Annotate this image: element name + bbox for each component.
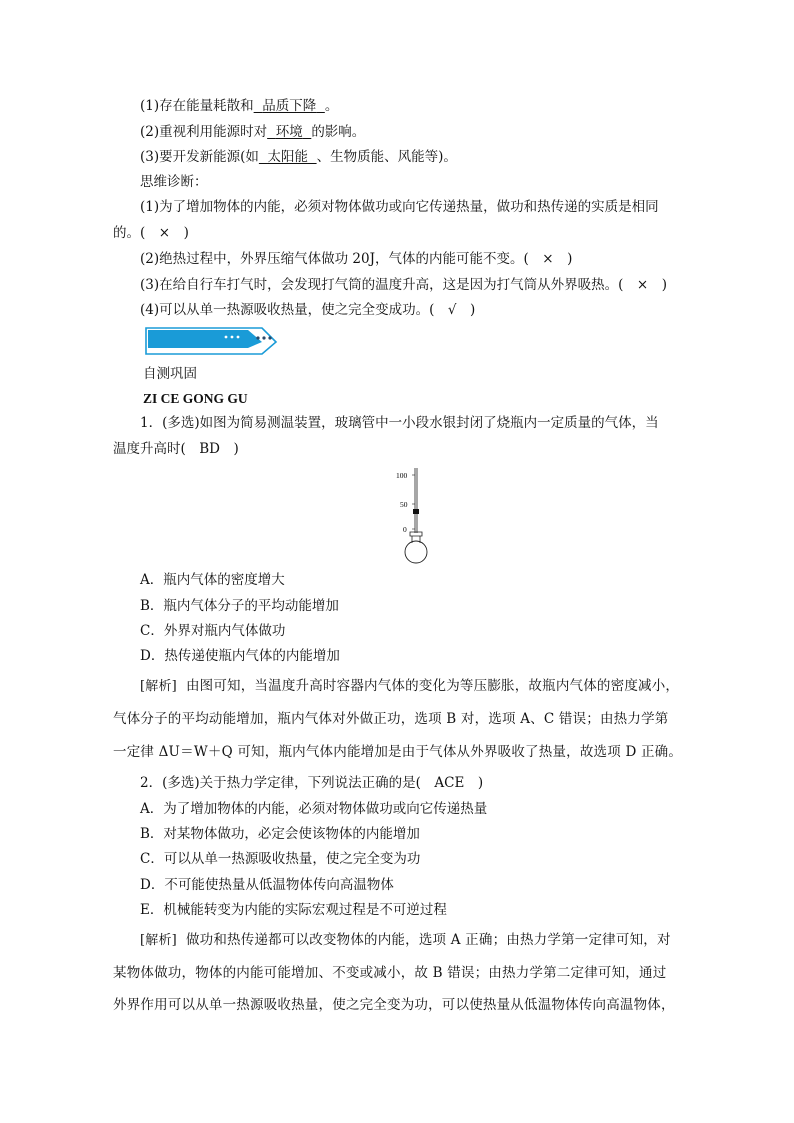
summary-item-1-blank: 品质下降 xyxy=(262,98,317,114)
banner-dot-5 xyxy=(262,336,265,339)
problem1-option-b: B．瓶内气体分子的平均动能增加 xyxy=(140,598,339,614)
diagnosis-q1-line1: (1)为了增加物体的内能，必须对物体做功或向它传递热量，做功和热传递的实质是相同 xyxy=(140,199,659,215)
banner-dot-4 xyxy=(256,336,259,339)
mercury-drop xyxy=(413,509,419,514)
banner-stripe xyxy=(148,348,262,352)
banner-fill xyxy=(148,330,262,348)
diagnosis-q3: (3)在给自行车打气时，会发现打气筒的温度升高，这是因为打气筒从外界吸热。( × ) xyxy=(140,277,667,293)
summary-item-3-blank: 太阳能 xyxy=(267,149,308,165)
problem1-option-a: A．瓶内气体的密度增大 xyxy=(140,572,285,588)
tick-label-100: 100 xyxy=(396,471,408,480)
summary-item-2-prefix: (2)重视利用能源时对 xyxy=(140,124,268,140)
banner-dot-6 xyxy=(268,336,271,339)
problem1-analysis-tag: [解析] xyxy=(140,679,177,694)
problem1-stem-line1: 1．(多选)如图为简易测温装置，玻璃管中一小段水银封闭了烧瓶内一定质量的气体，当 xyxy=(140,415,659,431)
section-pinyin: ZI CE GONG GU xyxy=(143,391,248,406)
diagnosis-q4: (4)可以从单一热源吸收热量，使之完全变成功。( √ ) xyxy=(140,302,476,318)
summary-item-2-blank: 环境 xyxy=(275,124,303,140)
banner-dot-3 xyxy=(237,336,240,339)
banner-dot-1 xyxy=(225,336,228,339)
diagnosis-q2: (2)绝热过程中，外界压缩气体做功 20J，气体的内能可能不变。( × ) xyxy=(140,251,573,267)
summary-item-2-suffix: 的影响。 xyxy=(311,124,366,140)
flask-stopper xyxy=(410,532,422,536)
problem2-analysis-line3: 外界作用可以从单一热源吸收热量，使之完全变为功，可以使热量从低温物体传向高温物体， xyxy=(113,997,675,1013)
diagnosis-heading: 思维诊断： xyxy=(140,174,208,190)
problem1-option-c: C．外界对瓶内气体做功 xyxy=(140,623,286,639)
tick-label-50: 50 xyxy=(400,500,408,509)
problem2-analysis-line1 xyxy=(140,931,671,950)
problem2-analysis-tag: [解析] xyxy=(140,933,177,948)
banner-dot-2 xyxy=(231,336,234,339)
flask-bulb xyxy=(405,541,427,563)
summary-item-1 xyxy=(140,97,338,115)
problem1-stem-line2: 温度升高时( BD ) xyxy=(113,441,239,457)
summary-item-1-prefix: (1)存在能量耗散和 xyxy=(140,98,254,114)
problem2-option-b: B．对某物体做功，必定会使该物体的内能增加 xyxy=(140,826,420,842)
summary-item-3-prefix: (3)要开发新能源(如 xyxy=(140,149,259,165)
problem2-option-a: A．为了增加物体的内能，必须对物体做功或向它传递热量 xyxy=(140,801,488,817)
tick-label-0: 0 xyxy=(403,525,407,534)
summary-item-1-suffix: 。 xyxy=(324,98,339,114)
summary-item-2 xyxy=(140,123,365,141)
problem2-option-d: D．不可能使热量从低温物体传向高温物体 xyxy=(140,877,394,893)
problem1-analysis-line2: 气体分子的平均动能增加，瓶内气体对外做正功，选项 B 对，选项 A、C 错误；由热力学第 xyxy=(113,711,669,727)
section-banner-graphic xyxy=(144,326,284,356)
section-title: 自测巩固 xyxy=(143,366,197,382)
problem1-analysis-line1 xyxy=(140,677,679,696)
problem1-analysis-text1: 由图可知，当温度升高时容器内气体的变化为等压膨胀，故瓶内气体的密度减小， xyxy=(185,678,680,694)
summary-item-3 xyxy=(140,148,457,166)
diagnosis-q1-line2: 的。( × ) xyxy=(113,225,189,241)
problem2-option-c: C．可以从单一热源吸收热量，使之完全变为功 xyxy=(140,851,421,867)
summary-item-3-suffix: 、生物质能、风能等)。 xyxy=(316,149,457,165)
problem2-stem: 2．(多选)关于热力学定律，下列说法正确的是( ACE ) xyxy=(140,775,484,791)
problem2-analysis-line2: 某物体做功，物体的内能可能增加、不变或减小，故 B 错误；由热力学第二定律可知，通过 xyxy=(113,965,667,981)
thermometer-flask-figure xyxy=(386,466,436,566)
problem2-option-e: E．机械能转变为内能的实际宏观过程是不可逆过程 xyxy=(140,902,447,918)
problem1-option-d: D．热传递使瓶内气体的内能增加 xyxy=(140,648,340,664)
problem2-analysis-text1: 做功和热传递都可以改变物体的内能，选项 A 正确；由热力学第一定律可知，对 xyxy=(185,932,671,948)
problem1-analysis-line3: 一定律 ΔU＝W＋Q 可知，瓶内气体内能增加是由于气体从外界吸收了热量，故选项 D 正确。 xyxy=(113,744,683,760)
